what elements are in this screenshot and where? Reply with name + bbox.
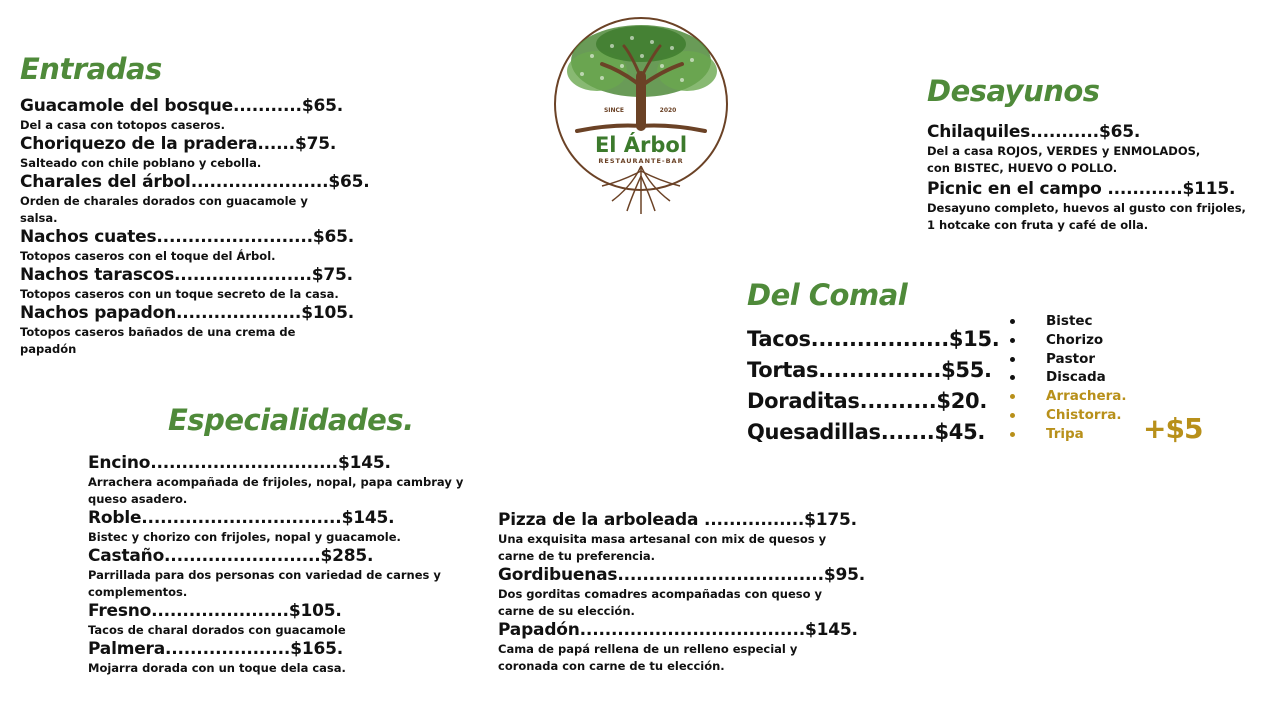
item-name: Nachos tarascos <box>20 265 175 285</box>
tree-icon <box>552 16 730 216</box>
menu-item <box>88 546 478 601</box>
menu-item <box>20 172 370 227</box>
svg-text:RESTAURANTE-BAR: RESTAURANTE-BAR <box>598 157 684 165</box>
filling-item-premium: Arrachera. <box>1010 387 1150 406</box>
item-price: $285. <box>320 546 374 566</box>
menu-item <box>20 265 353 303</box>
leader-dots: .................... <box>176 303 302 323</box>
menu-item <box>747 324 1227 355</box>
svg-text:El Árbol: El Árbol <box>594 133 688 157</box>
leader-dots: ................................ <box>141 508 342 528</box>
item-name: Guacamole del bosque <box>20 96 233 116</box>
leader-dots: .................. <box>810 327 949 351</box>
menu-item <box>20 303 354 358</box>
item-description: Del a casa con totopos caseros. <box>20 118 225 132</box>
menu-item <box>498 620 858 675</box>
leader-dots: ................................. <box>617 565 824 585</box>
item-name: Tortas <box>747 358 819 382</box>
item-price: $145. <box>337 453 391 473</box>
item-price: $165. <box>290 639 343 659</box>
menu-item <box>88 601 478 639</box>
item-name: Encino <box>88 453 151 473</box>
svg-text:SINCE: SINCE <box>603 107 625 114</box>
item-description: Del a casa ROJOS, VERDES y ENMOLADOS, con BISTEC, HUEVO O POLLO. <box>927 144 1201 175</box>
filling-item: Bistec <box>1010 312 1150 331</box>
leader-dots: ........... <box>232 96 302 116</box>
entradas-section <box>20 50 370 358</box>
item-name: Tacos <box>747 327 811 351</box>
menu-item <box>20 227 355 265</box>
item-description: Dos gorditas comadres acompañadas con queso y carne de su elección. <box>498 587 823 618</box>
menu-item <box>927 122 1257 177</box>
fillings-list <box>1010 312 1150 444</box>
item-name: Nachos papadon <box>20 303 177 323</box>
item-price: $175. <box>804 510 857 530</box>
bullet-icon <box>1010 319 1015 324</box>
item-description: Cama de papá rellena de un relleno especial y coronada con carne de tu elección. <box>498 642 798 673</box>
item-name: Papadón <box>498 620 580 640</box>
menu-item <box>927 179 1257 234</box>
menu-item <box>20 134 350 172</box>
item-name: Gordibuenas <box>498 565 618 585</box>
premium-surcharge: +$5 <box>1143 412 1203 445</box>
leader-dots: .................................... <box>579 620 805 640</box>
leader-dots: ...................... <box>190 172 329 192</box>
item-name: Choriquezo de la pradera <box>20 134 258 154</box>
item-price: $65. <box>301 96 343 116</box>
item-price: $75. <box>311 265 353 285</box>
item-price: $145. <box>804 620 858 640</box>
item-price: $45. <box>934 420 986 444</box>
item-name: Charales del árbol <box>20 172 191 192</box>
item-price: $65. <box>1098 122 1141 142</box>
menu-item <box>498 565 865 620</box>
item-description: Totopos caseros bañados de una crema de papadón <box>20 325 296 356</box>
desayunos-section <box>927 72 1257 234</box>
item-price: $55. <box>941 358 992 382</box>
item-price: $20. <box>936 389 988 413</box>
especialidades-heading: Especialidades. <box>168 403 414 437</box>
item-name: Quesadillas <box>747 420 881 444</box>
filling-item: Discada <box>1010 368 1150 387</box>
leader-dots: ...................... <box>151 601 289 621</box>
item-name: Doraditas <box>747 389 860 413</box>
item-name: Fresno <box>88 601 152 621</box>
item-price: $95. <box>823 565 865 585</box>
item-price: $65. <box>328 172 370 192</box>
leader-dots: .......... <box>859 389 937 413</box>
svg-text:2020: 2020 <box>659 107 677 114</box>
especialidades-left <box>88 453 478 677</box>
bullet-icon <box>1010 375 1015 380</box>
del-comal-heading: Del Comal <box>747 278 908 312</box>
menu-item <box>498 510 857 565</box>
leader-dots: ......................... <box>164 546 321 566</box>
desayunos-heading: Desayunos <box>927 74 1100 108</box>
item-description: Una exquisita masa artesanal con mix de quesos y carne de tu preferencia. <box>498 532 827 563</box>
entradas-list <box>20 96 370 358</box>
leader-dots: ........... <box>1030 122 1099 142</box>
leader-dots: ................ <box>818 358 942 382</box>
especialidades-right <box>498 510 865 675</box>
item-name: Picnic en el campo <box>927 179 1108 199</box>
item-name: Nachos cuates <box>20 227 157 247</box>
leader-dots: ....... <box>880 420 935 444</box>
item-description: Totopos caseros con un toque secreto de la casa. <box>20 287 339 301</box>
item-name: Castaño <box>88 546 165 566</box>
leader-dots: ...... <box>257 134 295 154</box>
item-name: Palmera <box>88 639 166 659</box>
item-description: Salteado con chile poblano y cebolla. <box>20 156 262 170</box>
bullet-icon <box>1010 338 1015 343</box>
item-price: $75. <box>294 134 337 154</box>
item-price: $105. <box>288 601 342 621</box>
filling-item-premium: Tripa <box>1010 425 1150 444</box>
filling-item: Pastor <box>1010 350 1150 369</box>
item-description: Desayuno completo, huevos al gusto con frijoles, 1 hotcake con fruta y café de olla. <box>927 201 1246 232</box>
bullet-icon <box>1010 394 1015 399</box>
item-description: Totopos caseros con el toque del Árbol. <box>20 249 276 263</box>
bullet-icon <box>1010 413 1015 418</box>
bullet-icon <box>1010 357 1015 362</box>
item-price: $65. <box>312 227 355 247</box>
filling-item: Chorizo <box>1010 331 1150 350</box>
item-price: $15. <box>948 327 1000 351</box>
bullet-icon <box>1010 432 1015 437</box>
menu-item <box>88 453 478 508</box>
leader-dots: .............................. <box>150 453 338 473</box>
menu-item <box>20 96 350 134</box>
item-description: Orden de charales dorados con guacamole y salsa. <box>20 194 308 225</box>
filling-item-premium: Chistorra. <box>1010 406 1150 425</box>
item-description: Mojarra dorada con un toque dela casa. <box>88 661 346 675</box>
leader-dots: ................ <box>704 510 805 530</box>
leader-dots: .................... <box>165 639 291 659</box>
item-description: Arrachera acompañada de frijoles, nopal, papa cambray y queso asadero. <box>88 475 464 506</box>
item-description: Bistec y chorizo con frijoles, nopal y guacamole. <box>88 530 401 544</box>
leader-dots: ............ <box>1107 179 1183 199</box>
menu-item <box>747 355 1227 386</box>
entradas-heading: Entradas <box>20 52 162 86</box>
leader-dots: ......................... <box>156 227 313 247</box>
item-name: Chilaquiles <box>927 122 1031 142</box>
menu-item <box>88 639 478 677</box>
item-name: Pizza de la arboleada <box>498 510 704 530</box>
menu-item <box>88 508 478 546</box>
item-price: $115. <box>1182 179 1236 199</box>
leader-dots: ...................... <box>174 265 312 285</box>
item-description: Parrillada para dos personas con variedad de carnes y complementos. <box>88 568 441 599</box>
restaurant-logo <box>552 16 730 216</box>
item-price: $145. <box>341 508 395 528</box>
item-price: $105. <box>301 303 354 323</box>
item-description: Tacos de charal dorados con guacamole <box>88 623 346 637</box>
item-name: Roble <box>88 508 142 528</box>
